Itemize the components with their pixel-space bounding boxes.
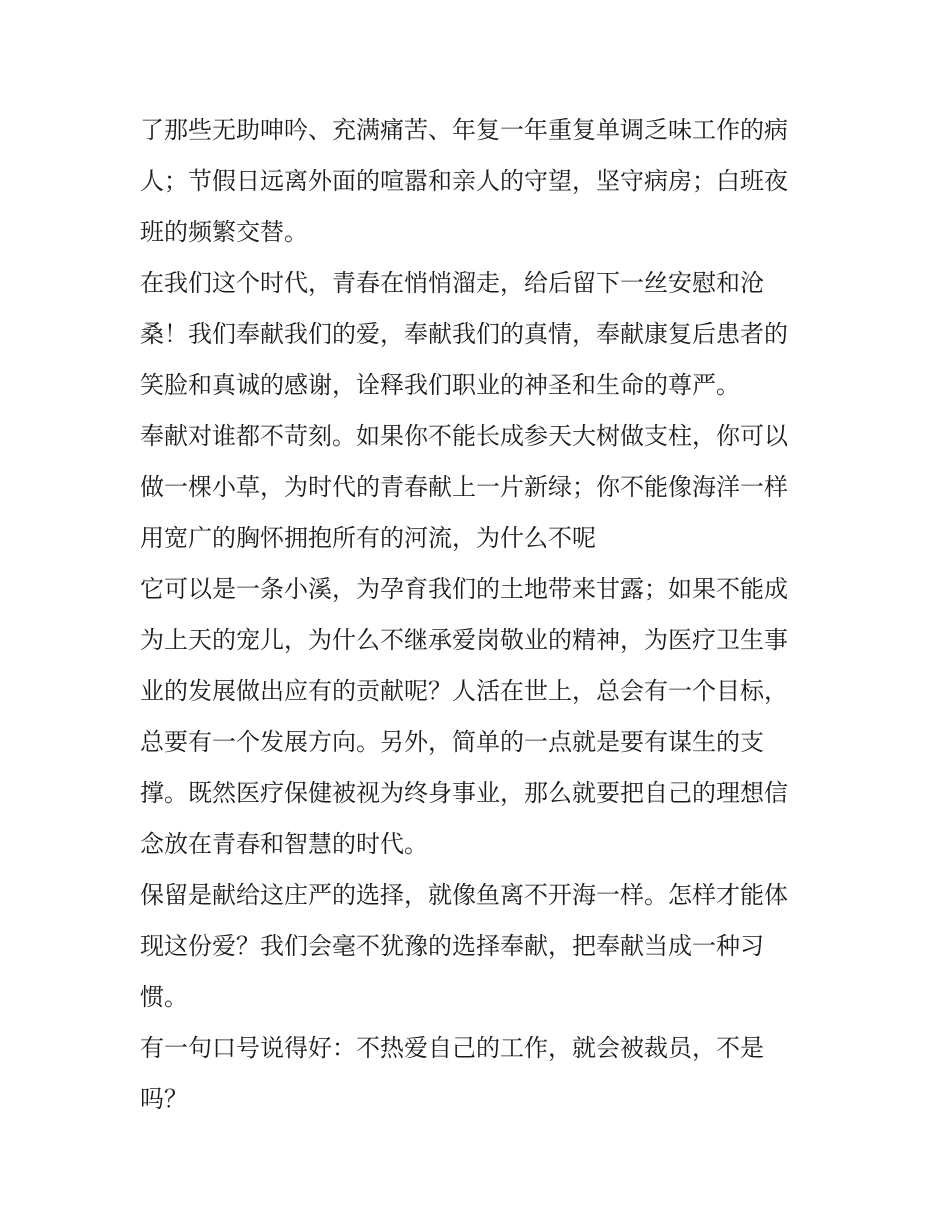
text-line: 做一棵小草，为时代的青春献上一片新绿；你不能像海洋一样 — [140, 473, 788, 501]
text-line: 为上天的宠儿，为什么不继承爱岗敬业的精神，为医疗卫生事 — [140, 626, 788, 654]
text-line: 班的频繁交替。 — [140, 218, 308, 246]
body-text — [140, 105, 812, 1125]
text-line: 总要有一个发展方向。另外，简单的一点就是要有谋生的支 — [140, 728, 764, 756]
text-line: 用宽广的胸怀拥抱所有的河流，为什么不呢 — [140, 524, 596, 552]
text-line: 有一句口号说得好：不热爱自己的工作，就会被裁员，不是 — [140, 1034, 764, 1062]
text-line: 它可以是一条小溪，为孕育我们的土地带来甘露；如果不能成 — [140, 575, 788, 603]
text-line: 人；节假日远离外面的喧嚣和亲人的守望，坚守病房；白班夜 — [140, 167, 788, 195]
text-line: 念放在青春和智慧的时代。 — [140, 830, 428, 858]
text-line: 吗？ — [140, 1085, 188, 1113]
text-line: 保留是献给这庄严的选择，就像鱼离不开海一样。怎样才能体 — [140, 881, 788, 909]
text-line: 奉献对谁都不苛刻。如果你不能长成参天大树做支柱，你可以 — [140, 422, 788, 450]
text-line: 笑脸和真诚的感谢，诠释我们职业的神圣和生命的尊严。 — [140, 371, 740, 399]
text-line: 业的发展做出应有的贡献呢？人活在世上，总会有一个目标， — [140, 677, 788, 705]
text-line: 在我们这个时代，青春在悄悄溜走，给后留下一丝安慰和沧 — [140, 269, 764, 297]
text-line: 现这份爱？我们会毫不犹豫的选择奉献，把奉献当成一种习 — [140, 932, 764, 960]
text-line: 撑。既然医疗保健被视为终身事业，那么就要把自己的理想信 — [140, 779, 788, 807]
text-line: 桑！我们奉献我们的爱，奉献我们的真情，奉献康复后患者的 — [140, 320, 788, 348]
text-line: 了那些无助呻吟、充满痛苦、年复一年重复单调乏味工作的病 — [140, 116, 788, 144]
text-line: 惯。 — [140, 983, 188, 1011]
